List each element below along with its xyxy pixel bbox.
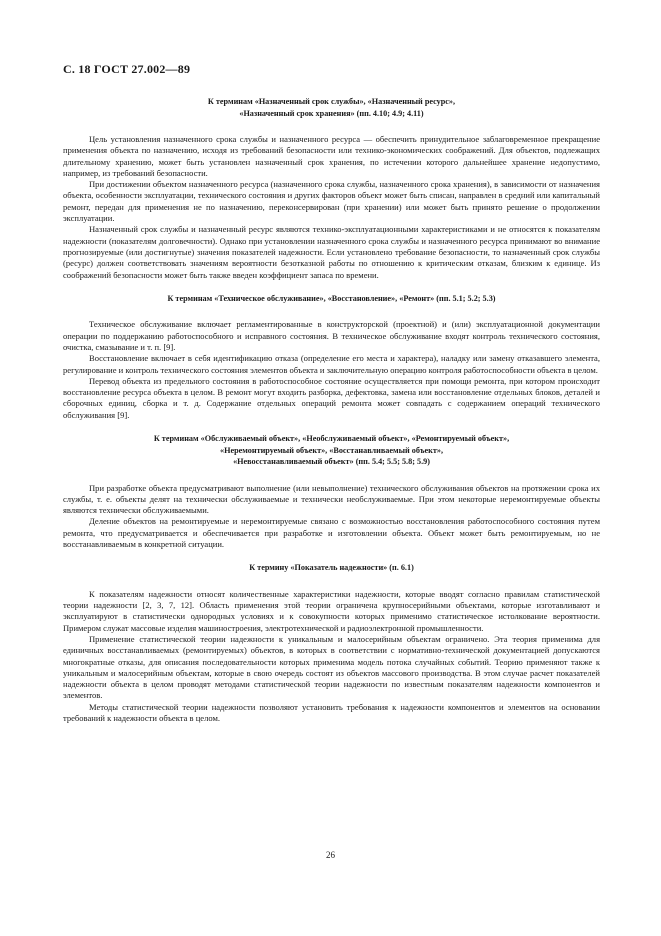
paragraph: Цель установления назначенного срока службы и назначенного ресурса — обеспечить принудительное заблаговременное прекращение применения объекта по назначению, исходя из требований безопасности или технико-экономических соображений. Для объектов, подлежащих длительному хранению, может быть установлен назначенный срок хранения, по истечении которого дальнейшее хранение недопустимо, например, из требований безопасности. xyxy=(63,134,600,178)
paragraph: При достижении объектом назначенного ресурса (назначенного срока службы, назначенного срока хранения), в зависимости от назначения объекта, особенности эксплуатации, технического состояния и других факторов объект может быть списан, направлен в средний или капитальный ремонт, передан для применения не по назначению, переконсервирован (при хранении) или может быть принято решение о продолжении эксплуатации. xyxy=(63,179,600,224)
section-title-line: К терминам «Назначенный срок службы», «Назначенный ресурс», xyxy=(207,97,456,106)
paragraph: Методы статистической теории надежности позволяют установить требования к надежности компонентов и элементов на основании требований к надежности объекта в целом. xyxy=(63,701,600,724)
section-title-line: «Неремонтируемый объект», «Восстанавливаемый объект», xyxy=(220,445,443,455)
paragraph: Назначенный срок службы и назначенный ресурс являются технико-эксплуатационными характеристиками и не относятся к показателям надежности (показателям долговечности). Однако при установлении назначенного срока службы и назначенного ресурса принимают во внимание прогнозируемые (или достигнутые) значения показателей надежности. Если установлено требование безопасности, то назначенный срок службы (ресурс) должен соответствовать значениям вероятности безотказной работы по отношению к критическим отказам, близким к единице. Из соображений безопасности может быть также введен коэффициент запаса по времени. xyxy=(63,224,600,280)
paragraph: Восстановление включает в себя идентификацию отказа (определение его места и характера), наладку или замену отказавшего элемента, регулирование и контроль технического состояния элементов объекта и заключительную операцию контроля работоспособности объекта в целом. xyxy=(63,353,600,375)
section-title xyxy=(63,562,600,574)
paragraph: Перевод объекта из предельного состояния в работоспособное состояние осуществляется при помощи ремонта, при котором происходит восстановление ресурса объекта в целом. В ремонт могут входить разборка, дефектовка, замена или восстановление отдельных блоков, деталей и сборочных единиц, сборка и т. д. Содержание отдельных операций ремонта может совпадать с содержанием операций технического обслуживания [9]. xyxy=(63,375,600,420)
paragraph: При разработке объекта предусматривают выполнение (или невыполнение) технического обслуживания объектов на протяжении срока их службы, т. е. объекты делят на технически обслуживаемые и технически необслуживаемые. При этом некоторые неремонтируемые объекты являются технически обслуживаемыми. xyxy=(63,482,600,516)
paragraph: Техническое обслуживание включает регламентированные в конструкторской (проектной) и (или) эксплуатационной документации операции по поддержанию работоспособного и исправного состояния. В техническое обслуживание входят контроль технического состояния, очистка, смазывание и т. п. [9]. xyxy=(63,319,600,352)
section-title-line: К термину «Показатель надежности» (п. 6.1) xyxy=(249,563,414,573)
page-number: 26 xyxy=(326,850,335,860)
section-title-line: К терминам «Обслуживаемый объект», «Необслуживаемый объект», «Ремонтируемый объект», xyxy=(153,434,510,444)
paragraph: К показателям надежности относят количественные характеристики надежности, которые вводят согласно правилам статистической теории надежности [2, 3, 7, 12]. Область применения этой теории ограничена крупносерийными объектами, которые изготавливают и эксплуатируют в статистически однородных условиях и к совокупности которых применимо статистическое истолкование вероятности. Примером служат массовые изделия машиностроения, электротехнической и радиоэлектронной промышленности. xyxy=(63,588,600,633)
paragraph: Применение статистической теории надежности к уникальным и малосерийным объектам ограничено. Эта теория применима для единичных восстанавливаемых (ремонтируемых) объектов, в которых в соответствии с нормативно-технической документацией допускаются многократные отказы, для описания последовательности которых применима модель потока случайных событий. Теорию применяют также к уникальным и малосерийным объектам, которые в свою очередь состоят из объектов массового производства. В этом случае расчет показателей надежности объекта в целом проводят методами статистической теории надежности по известным показателям надежности компонентов и элементов. xyxy=(63,634,600,701)
section-title xyxy=(63,293,600,305)
document-page xyxy=(63,62,600,724)
section-title xyxy=(63,96,600,119)
paragraph: Деление объектов на ремонтируемые и неремонтируемые связано с возможностью восстановления работоспособного состояния путем ремонта, что предусматривается и обеспечивается при разработке и изготовлении объекта. Объект может быть ремонтируемым, но не восстанавливаемым в конкретной ситуации. xyxy=(63,516,600,550)
section-title-line: «Назначенный срок хранения» (пп. 4.10; 4.9; 4.11) xyxy=(239,108,424,118)
page-header: С. 18 ГОСТ 27.002—89 xyxy=(63,62,191,76)
section-title-line: К терминам «Техническое обслуживание», «Восстановление», «Ремонт» (пп. 5.1; 5.2; 5.3) xyxy=(167,293,496,303)
section-title-line: «Невосстанавливаемый объект» (пп. 5.4; 5.5; 5.8; 5.9) xyxy=(233,457,430,467)
section-title xyxy=(63,433,600,468)
